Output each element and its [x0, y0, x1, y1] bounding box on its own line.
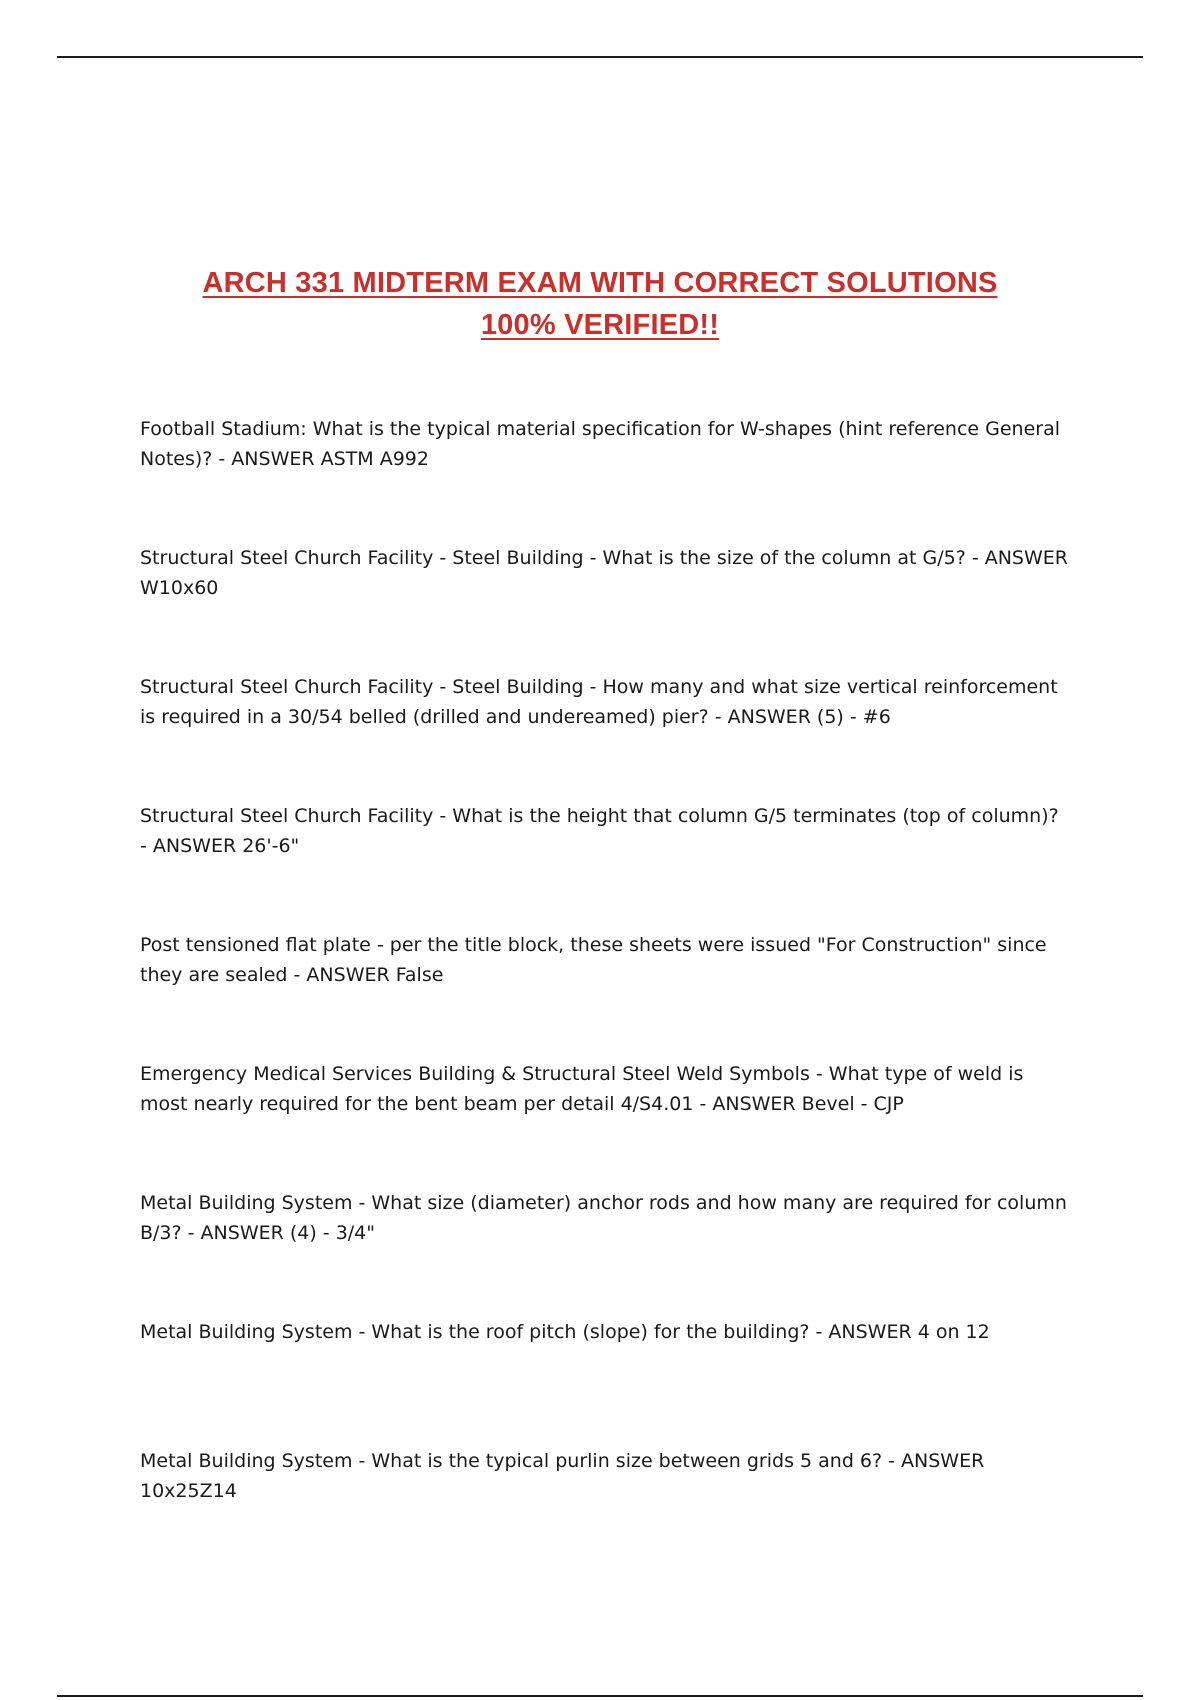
- document-title: [0, 262, 1200, 346]
- title-line-1: ARCH 331 MIDTERM EXAM WITH CORRECT SOLUTIONS: [202, 267, 998, 299]
- top-rule: [57, 56, 1143, 58]
- qa-item: Structural Steel Church Facility - Steel Building - How many and what size vertical reinforcement is required in a 30/54 belled (drilled and undereamed) pier? - ANSWER (5) - #6: [140, 676, 1058, 728]
- qa-item: Emergency Medical Services Building & Structural Steel Weld Symbols - What type of weld is most nearly required for the bent beam per detail 4/S4.01 - ANSWER Bevel - CJP: [140, 1063, 1024, 1115]
- qa-item: Structural Steel Church Facility - What is the height that column G/5 terminates (top of column)? - ANSWER 26'-6": [140, 805, 1059, 857]
- qa-item: Metal Building System - What size (diameter) anchor rods and how many are required for column B/3? - ANSWER (4) - 3/4": [140, 1192, 1067, 1244]
- qa-item: Post tensioned flat plate - per the title block, these sheets were issued "For Construction" since they are sealed - ANSWER False: [140, 934, 1047, 986]
- qa-item: Metal Building System - What is the typical purlin size between grids 5 and 6? - ANSWER 10x25Z14: [140, 1450, 985, 1502]
- qa-item: Structural Steel Church Facility - Steel Building - What is the size of the column at G/5? - ANSWER W10x60: [140, 547, 1068, 599]
- qa-item: Metal Building System - What is the roof pitch (slope) for the building? - ANSWER 4 on 12: [140, 1321, 990, 1343]
- question-answer-list: [140, 414, 1070, 1575]
- bottom-rule: [57, 1695, 1143, 1697]
- title-line-2: 100% VERIFIED!!: [480, 309, 720, 341]
- qa-item: Football Stadium: What is the typical material specification for W-shapes (hint reference General Notes)? - ANSWER ASTM A992: [140, 418, 1060, 470]
